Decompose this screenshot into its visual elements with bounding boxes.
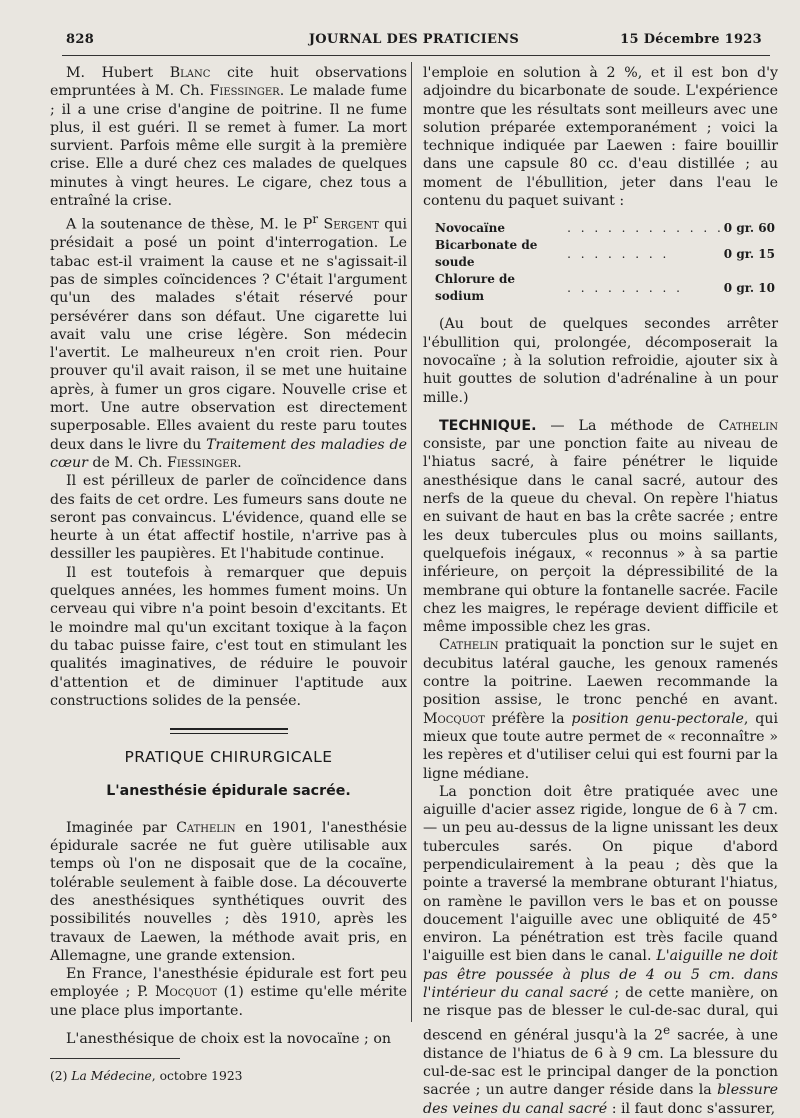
paragraph-technique: TECHNIQUE. — La méthode de Cathelin consiste, par une ponction faite au niveau de l'hiatus sacré, à faire pénétrer le liquide anesthésique dans le canal sacré, autour des nerfs de la queue du cheval. On repère l'hiatus en suivant de haut en bas la crête sacrée ; entre les deux tubercules plus ou moins saillants, quelquefois inégaux, « reconnus » à sa partie inférieure, on perçoit la dépressibilité de la membrane qui obture la fontanelle sacrée. Facile chez les maigres, le repérage devient difficile et même impossible chez les gras.: [423, 417, 778, 636]
paragraph-solution: l'emploie en solution à 2 %, et il est bon d'y adjoindre du bicarbonate de soude. L'expérience montre que les résultats sont meilleurs avec une solution préparée extemporanément ; voici la technique indiquée par Laewen : faire bouillir dans une capsule 80 cc. d'eau distillée ; au moment de l'ébullition, jeter dans l'eau le contenu du paquet suivant :: [423, 65, 778, 210]
paragraph-france: En France, l'anesthésie épidurale est fort peu employée ; P. Mocquot (1) estime qu'elle mérite une place plus importante.: [50, 966, 407, 1019]
recipe-row: Novocaïne . . . . . . . . . . . . 0 gr. 60: [435, 221, 775, 236]
header-rule: [62, 55, 770, 56]
journal-title: JOURNAL DES PRATICIENS: [308, 32, 520, 47]
right-column: [423, 64, 778, 1118]
paragraph-blanc: M. Hubert Blanc cite huit observations empruntées à M. Ch. Fiessinger. Le malade fume ; il a une crise d'angine de poitrine. Il ne fume plus, il est guéri. Il se remet à fumer. La mort survient. Parfois même elle surgit à la première crise. Elle a duré chez ces malades de quelques minutes à vingt heures. Le cigare, chez tous a entraîné la crise.: [50, 65, 407, 210]
page-header: [66, 32, 762, 52]
section-title: PRATIQUE CHIRURGICALE: [124, 748, 333, 767]
recipe-row: Bicarbonate de soude . . . . . . . . 0 gr. 15: [435, 238, 775, 270]
paragraph-toutefois: Il est toutefois à remarquer que depuis quelques années, les hommes fument moins. Un cerveau qui vibre n'a point besoin d'excitants. Et le moindre mal qu'un excitant toxique à la façon du tabac puisse faire, c'est tout en stimulant les qualités imaginatives, de réduire le pouvoir d'attention et de diminuer l'aptitude aux constructions solides de la pensée.: [50, 564, 407, 709]
paragraph-perilleux: Il est périlleux de parler de coïncidence dans des faits de cet ordre. Les fumeurs sans doute ne seront pas convaincus. L'évidence, quand elle se heurte à un état affectif hostile, n'arrive pas à dessiller les paupières. Et l'habitude continue.: [50, 473, 407, 563]
paragraph-aiguille: La ponction doit être pratiquée avec une aiguille d'acier assez rigide, longue de 6 à 7 cm. — un peu au-dessus de la ligne unissant les deux tubercules sarés. On pique d'abord perpendiculairement à la peau ; dès que la pointe a traversé la membrane obturant l'hiatus, on ramène le pavillon vers le bas et on pousse doucement l'aiguille avec une obliquité de 45° environ. La pénétration est très facile quand l'aiguille est bien dans le canal. L'aiguille ne doit pas être poussée à plus de 4 ou 5 cm. dans l'intérieur du canal sacré ; de cette manière, on ne risque pas de blesser le cul-de-sac dural, qui descend en général jusqu'à la 2e sacrée, à une distance de l'hiatus de 6 à 9 cm. La blessure du cul-de-sac est le principal danger de la ponction sacrée ; un autre danger réside dans la blessure des veines du canal sacré : il faut donc s'assurer,: [423, 783, 778, 1117]
paragraph-cathelin-1901: Imaginée par Cathelin en 1901, l'anesthésie épidurale sacrée ne fut guère utilisable aux temps où l'on ne disposait que de la cocaïne, tolérable seulement à faible dose. La découverte des anesthésiques synthétiques ouvrit des possibilités nouvelles ; dès 1910, après les travaux de Laewen, la méthode avait pris, en Allemagne, une grande extension.: [50, 819, 407, 964]
recipe-row: Chlorure de sodium . . . . . . . . . 0 gr. 10: [435, 272, 775, 304]
issue-date: 15 Décembre 1923: [620, 32, 762, 47]
footnote-rule: [50, 1058, 180, 1059]
paragraph-soutenance: A la soutenance de thèse, M. le $P^r$ Sergent qui présidait a posé un point d'interrogation. Le tabac est-il vraiment la cause et ne s'agissait-il pas de simples coïncidences ? C'était l'argument qu'un des malades s'était réservé pour persévérer dans son défaut. Une cigarette lui avait valu une crise légère. Son médecin l'avertit. Le malheureux n'en croit rien. Pour prouver qu'il avait raison, il se met une huitaine après, à fumer un gros cigare. Nouvelle crise et mort. Une autre observation est directement superposable. Elles avaient du reste paru toutes deux dans le livre du Traitement des maladies de cœur de M. Ch. Fiessinger.: [50, 212, 408, 471]
column-divider: [411, 62, 412, 1022]
section-ornament: [50, 728, 407, 734]
paragraph-ponction-position: Cathelin pratiquait la ponction sur le sujet en decubitus latéral gauche, les genoux ramenés contre la poitrine. Laewen recommande la position assise, le tronc penché en avant. Mocquot préfère la position genu-pectorale, qui mieux que toute autre permet de « reconnaître » les repères et d'utiliser celui qui est fourni par la ligne médiane.: [423, 637, 778, 782]
paragraph-anesthesique: L'anesthésique de choix est la novocaïne ; on: [66, 1030, 392, 1047]
recipe-table: [435, 220, 775, 305]
article-title: L'anesthésie épidurale sacrée.: [106, 783, 351, 800]
left-column: [50, 64, 407, 1086]
paragraph-ebullition: (Au bout de quelques secondes arrêter l'ébullition qui, prolongée, décomposerait la novocaïne ; à la solution refroidie, ajouter six à huit gouttes de solution d'adrénaline à un pour mille.): [423, 316, 778, 406]
footnote: (2) La Médecine, octobre 1923: [50, 1069, 243, 1084]
page-number: 828: [66, 32, 95, 47]
